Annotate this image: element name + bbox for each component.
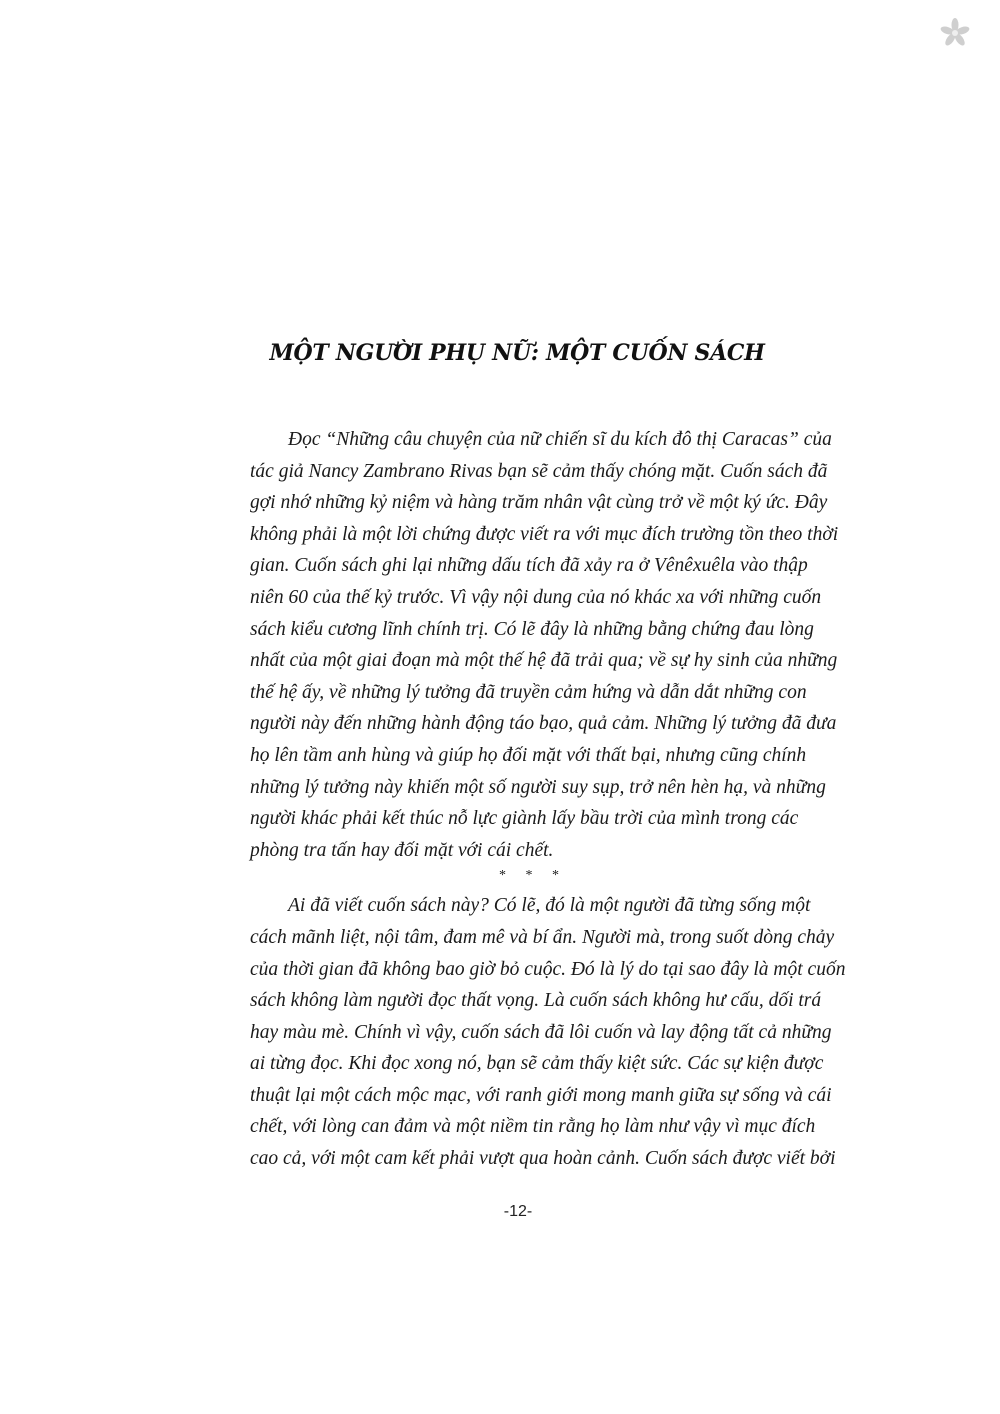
- body-text: [250, 424, 846, 1175]
- paragraph-2: [250, 890, 846, 1174]
- text-line: gợi nhớ những kỷ niệm và hàng trăm nhân vật cùng trở về một ký ức. Đây: [250, 492, 828, 514]
- text-line: họ lên tầm anh hùng và giúp họ đối mặt với thất bại, nhưng cũng chính: [250, 744, 807, 766]
- text-line: niên 60 của thế kỷ trước. Vì vậy nội dung của nó khác xa với những cuốn: [250, 586, 822, 608]
- text-line: của thời gian đã không bao giờ bỏ cuộc. Đó là lý do tại sao đây là một cuốn: [250, 958, 846, 980]
- text-line: ai từng đọc. Khi đọc xong nó, bạn sẽ cảm thấy kiệt sức. Các sự kiện được: [250, 1053, 824, 1075]
- text-line: người khác phải kết thúc nỗ lực giành lấy bầu trời của mình trong các: [250, 808, 799, 830]
- text-line: sách kiểu cương lĩnh chính trị. Có lẽ đây là những bằng chứng đau lòng: [250, 618, 814, 640]
- text-line: sách không làm người đọc thất vọng. Là cuốn sách không hư cấu, dối trá: [250, 990, 822, 1012]
- text-line: nhất của một giai đoạn mà một thế hệ đã trải qua; về sự hy sinh của những: [250, 650, 838, 672]
- chapter-title: MỘT NGƯỜI PHỤ NỮ: MỘT CUỐN SÁCH: [269, 340, 765, 366]
- text-line: người này đến những hành động táo bạo, quả cảm. Những lý tưởng đã đưa: [250, 713, 837, 735]
- section-separator: * * *: [499, 868, 567, 884]
- flower-logo-icon: [940, 18, 970, 48]
- text-line: tác giả Nancy Zambrano Rivas bạn sẽ cảm thấy chóng mặt. Cuốn sách đã: [250, 460, 828, 482]
- text-line: cách mãnh liệt, nội tâm, đam mê và bí ẩn. Người mà, trong suốt dòng chảy: [250, 926, 835, 948]
- text-line: gian. Cuốn sách ghi lại những dấu tích đã xảy ra ở Vênêxuêla vào thập: [250, 555, 808, 577]
- text-line: Ai đã viết cuốn sách này? Có lẽ, đó là một người đã từng sống một: [288, 895, 811, 917]
- text-line: thế hệ ấy, về những lý tưởng đã truyền cảm hứng và dẫn dắt những con: [250, 681, 807, 703]
- text-line: Đọc “Những câu chuyện của nữ chiến sĩ du kích đô thị Caracas” của: [288, 429, 832, 450]
- text-line: cao cả, với một cam kết phải vượt qua hoàn cảnh. Cuốn sách được viết bởi: [250, 1148, 836, 1170]
- text-line: phòng tra tấn hay đối mặt với cái chết.: [250, 839, 554, 861]
- text-line: những lý tưởng này khiến một số người suy sụp, trở nên hèn hạ, và những: [250, 776, 826, 798]
- page-number: -12-: [503, 1203, 533, 1220]
- text-line: thuật lại một cách mộc mạc, với ranh giới mong manh giữa sự sống và cái: [250, 1084, 832, 1106]
- paragraph-1: [250, 424, 839, 866]
- text-line: chết, với lòng can đảm và một niềm tin rằng họ làm như vậy vì mục đích: [250, 1116, 816, 1138]
- text-line: hay màu mè. Chính vì vậy, cuốn sách đã lôi cuốn và lay động tất cả những: [250, 1021, 832, 1043]
- text-line: không phải là một lời chứng được viết ra với mục đích trường tồn theo thời: [250, 523, 839, 545]
